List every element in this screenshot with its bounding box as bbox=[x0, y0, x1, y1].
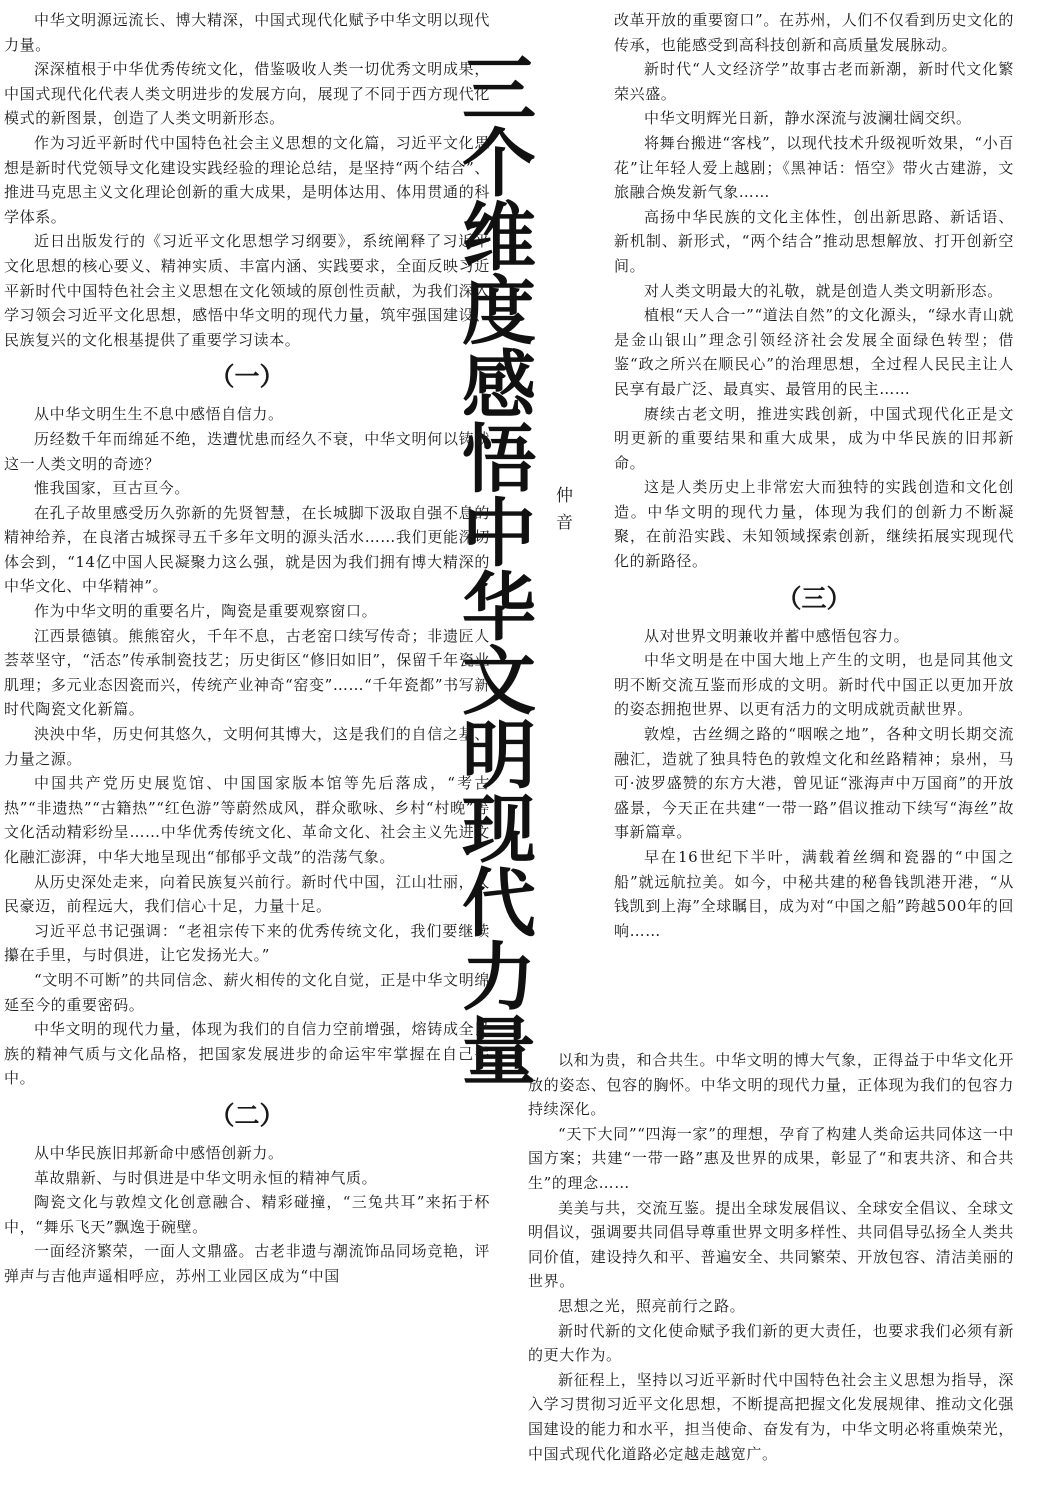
article-title: 三个维度感悟中华文明现代力量 bbox=[450, 50, 536, 1086]
paragraph: 思想之光，照亮前行之路。 bbox=[558, 1296, 746, 1315]
paragraph: 新时代新的文化使命赋予我们新的更大责任，也要求我们必须有新的更大作为。 bbox=[528, 1321, 1014, 1365]
paragraph: 植根“天人合一”“道法自然”的文化源头，“绿水青山就是金山银山”理念引领经济社会发展全面绿色转型；借鉴“政之所兴在顺民心”的治理思想，全过程人民民主让人民享有最广泛、最真实、最管用的民主…… bbox=[614, 306, 1014, 398]
paragraph: 一面经济繁荣，一面人文鼎盛。古老非遗与潮流饰品同场竞艳，评弹声与吉他声遥相呼应，苏州工业园区成为“中国 bbox=[4, 1242, 490, 1285]
paragraph: 早在16世纪下半叶，满载着丝绸和瓷器的“中国之船”就远航拉美。如今，中秘共建的秘鲁钱凯港开港，“从钱凯到上海”全球瞩目，成为对“中国之船”跨越500年的回响…… bbox=[614, 848, 1014, 940]
paragraph: 近日出版发行的《习近平文化思想学习纲要》，系统阐释了习近平文化思想的核心要义、精神实质、丰富内涵、实践要求，全面反映习近平新时代中国特色社会主义思想在文化领域的原创性贡献，为我们深入学习领会习近平文化思想，感悟中华文明的现代力量，筑牢强国建设、民族复兴的文化根基提供了重要学习读本。 bbox=[4, 232, 490, 349]
paragraph: 作为中华文明的重要名片，陶瓷是重要观察窗口。 bbox=[34, 602, 378, 621]
paragraph-continued: 改革开放的重要窗口”。在苏州，人们不仅看到历史文化的传承，也能感受到高科技创新和高质量发展脉动。 bbox=[614, 11, 1014, 54]
paragraph: 从历史深处走来，向着民族复兴前行。新时代中国，江山壮丽，人民豪迈，前程远大，我们信心十足，力量十足。 bbox=[4, 872, 490, 916]
paragraph: “文明不可断”的共同信念、薪火相传的文化自觉，正是中华文明绵延至今的重要密码。 bbox=[4, 970, 490, 1014]
paragraph: 革故鼎新、与时俱进是中华文明永恒的精神气质。 bbox=[34, 1168, 378, 1187]
section-heading-3: （三） bbox=[776, 583, 852, 613]
paragraph: 惟我国家，亘古亘今。 bbox=[34, 479, 191, 498]
paragraph: 对人类文明最大的礼敬，就是创造人类文明新形态。 bbox=[644, 281, 1003, 300]
paragraph: 新征程上，坚持以习近平新时代中国特色社会主义思想为指导，深入学习贯彻习近平文化思想，不断提高把握文化发展规律、推动文化强国建设的能力和水平，担当使命、奋发有为，中华文明必将重焕荣光，中国式现代化道路必定越走越宽广。 bbox=[528, 1370, 1014, 1463]
paragraph: 高扬中华民族的文化主体性，创出新思路、新话语、新机制、新形式，“两个结合”推动思想解放、打开创新空间。 bbox=[614, 207, 1014, 275]
right-bottom-column bbox=[528, 1048, 1014, 1466]
paragraph: “天下大同”“四海一家”的理想，孕育了构建人类命运共同体这一中国方案；共建“一带一路”惠及世界的成果，彰显了“和衷共济、和合共生”的理念…… bbox=[528, 1124, 1014, 1192]
paragraph: 将舞台搬进“客栈”，以现代技术升级视听效果，“小百花”让年轻人爱上越剧；《黑神话：悟空》带火古建游，文旅融合焕发新气象…… bbox=[614, 133, 1014, 202]
paragraph: 泱泱中华，历史何其悠久，文明何其博大，这是我们的自信之基、力量之源。 bbox=[4, 725, 490, 768]
paragraph: 历经数千年而绵延不绝，迭遭忧患而经久不衰，中华文明何以铸就这一人类文明的奇迹？ bbox=[4, 429, 490, 473]
paragraph: 美美与共，交流互鉴。提出全球发展倡议、全球安全倡议、全球文明倡议，强调要共同倡导尊重世界文明多样性、共同倡导弘扬全人类共同价值，建设持久和平、普遍安全、共同繁荣、开放包容、清洁美丽的世界。 bbox=[528, 1198, 1014, 1291]
paragraph: 从中华民族旧邦新命中感悟创新力。 bbox=[34, 1143, 284, 1162]
paragraph: 赓续古老文明，推进实践创新，中国式现代化正是文明更新的重要结果和重大成果，成为中华民族的旧邦新命。 bbox=[614, 404, 1014, 472]
paragraph: 中国共产党历史展览馆、中国国家版本馆等先后落成，“考古热”“非遗热”“古籍热”“红色游”等蔚然成风，群众歌咏、乡村“村晚”等文化活动精彩纷呈……中华优秀传统文化、革命文化、社会主义先进文化融汇澎湃，中华大地呈现出“郁郁乎文哉”的浩荡气象。 bbox=[4, 774, 490, 866]
right-top-column bbox=[614, 8, 1014, 943]
section-heading-1: （一） bbox=[209, 362, 285, 392]
paragraph: 陶瓷文化与敦煌文化创意融合、精彩碰撞，“三兔共耳”来拓于杯中，“舞乐飞天”飘逸于碗壁。 bbox=[4, 1193, 490, 1236]
paragraph: 习近平总书记强调：“老祖宗传下来的优秀传统文化，我们要继续攥在手里，与时俱进，让它发扬光大。” bbox=[4, 921, 490, 965]
paragraph: 中华文明的现代力量，体现为我们的自信力空前增强，熔铸成全民族的精神气质与文化品格，把国家发展进步的命运牢牢掌握在自己手中。 bbox=[4, 1020, 490, 1088]
paragraph: 中华文明源远流长、博大精深，中国式现代化赋予中华文明以现代力量。 bbox=[4, 11, 490, 54]
article-author: 仲音 bbox=[552, 486, 572, 540]
paragraph: 中华文明是在中国大地上产生的文明，也是同其他文明不断交流互鉴而形成的文明。新时代中国正以更加开放的姿态拥抱世界、以更有活力的文明成就贡献世界。 bbox=[614, 651, 1014, 719]
paragraph: 新时代“人文经济学”故事古老而新潮，新时代文化繁荣兴盛。 bbox=[614, 60, 1014, 103]
paragraph: 中华文明辉光日新，静水深流与波澜壮阔交织。 bbox=[644, 109, 972, 128]
paragraph: 从对世界文明兼收并蓄中感悟包容力。 bbox=[644, 626, 910, 645]
paragraph-continued: 以和为贵，和合共生。中华文明的博大气象，正得益于中华文化开放的姿态、包容的胸怀。中华文明的现代力量，正体现为我们的包容力持续深化。 bbox=[528, 1051, 1014, 1119]
left-column bbox=[4, 8, 490, 1289]
paragraph: 深深植根于中华优秀传统文化，借鉴吸收人类一切优秀文明成果，中国式现代化代表人类文明进步的发展方向，展现了不同于西方现代化模式的新图景，创造了人类文明新形态。 bbox=[4, 60, 490, 128]
paragraph: 江西景德镇。熊熊窑火，千年不息，古老窑口续写传奇；非遗匠人荟萃坚守，“活态”传承制瓷技艺；历史街区“修旧如旧”，保留千年瓷业肌理；多元业态因瓷而兴，传统产业神奇“窑变”……“千年瓷都”书写新时代陶瓷文化新篇。 bbox=[4, 626, 490, 719]
paragraph: 敦煌，古丝绸之路的“咽喉之地”，各种文明长期交流融汇，造就了独具特色的敦煌文化和丝路精神；泉州，马可·波罗盛赞的东方大港，曾见证“涨海声中万国商”的开放盛景，今天正在共建“一带一路”倡议推动下续写“海丝”故事新篇章。 bbox=[614, 725, 1014, 842]
paragraph: 在孔子故里感受历久弥新的先贤智慧，在长城脚下汲取自强不息的精神给养，在良渚古城探寻五千多年文明的源头活水……我们更能深切体会到，“14亿中国人民凝聚力这么强，就是因为我们拥有博大精深的中华文化、中华精神”。 bbox=[4, 503, 490, 596]
paragraph: 作为习近平新时代中国特色社会主义思想的文化篇，习近平文化思想是新时代党领导文化建设实践经验的理论总结，是坚持“两个结合”、推进马克思主义文化理论创新的重大成果，是明体达用、体用贯通的科学体系。 bbox=[4, 133, 490, 226]
paragraph: 这是人类历史上非常宏大而独特的实践创造和文化创造。中华文明的现代力量，体现为我们的创新力不断凝聚，在前沿实践、未知领域探索创新，继续拓展实现现代化的新路径。 bbox=[614, 478, 1014, 571]
paragraph: 从中华文明生生不息中感悟自信力。 bbox=[34, 405, 284, 424]
section-heading-2: （二） bbox=[209, 1100, 285, 1130]
